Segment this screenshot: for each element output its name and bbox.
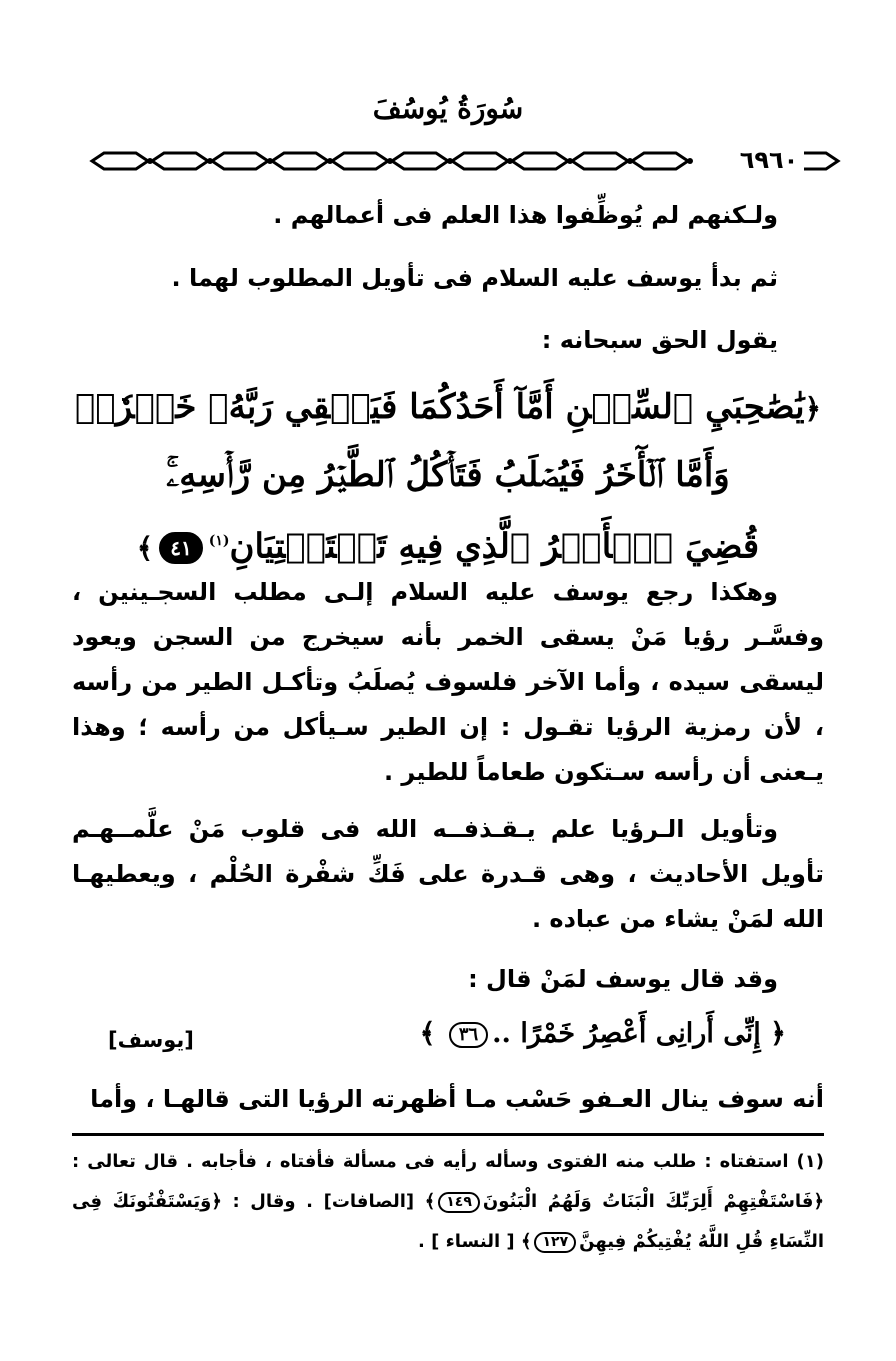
footnote-definition: (١) استفتاه : طلب منه الفتوى وسأله رأيه فى مسألة فأفتاه ، فأجابه . قال تعالى : [72, 1151, 824, 1172]
quoted-verse-text: إِنِّى أَرانِى أَعْصِرُ خَمْرًا .. [492, 1018, 761, 1049]
quoted-verse-reference: [يوسف] [108, 1028, 194, 1052]
quran-line-2 [72, 442, 824, 508]
footnote-divider [72, 1133, 824, 1136]
quran-line-3-text: قُضِيَ ٱلۡأَمۡرُ ٱلَّذِي فِيهِ تَسۡتَفۡتِيَانِ [229, 526, 760, 567]
quoted-verse-ayah-number: ٣٦ [449, 1022, 488, 1048]
quoted-verse-open: ﴿ [760, 1018, 786, 1049]
ayah-number-badge: ٤١ [159, 532, 202, 564]
paragraph-3-text: يقول الحق سبحانه : [541, 326, 778, 354]
footnote-reference-1: [الصافات] . وقال : [232, 1191, 415, 1212]
quran-line-1-text: يَٰصَٰحِبَيِ ٱلسِّجۡنِ أَمَّآ أَحَدُكُمَا فَيَسۡقِي رَبَّهُۥ خَمۡرٗاۖ [75, 387, 805, 427]
quran-line-1 [72, 374, 824, 442]
footnote-verse1-close: ﴾ [424, 1191, 436, 1212]
footnote-verse2-close: ﴾ [520, 1231, 532, 1252]
paragraph-2-text: ثم بدأ يوسف عليه السلام فى تأويل المطلوب لهما . [171, 264, 778, 292]
surah-title: سُورَةُ يُوسُفَ [372, 92, 524, 125]
footnote-verse-1-number: ١٤٩ [438, 1192, 480, 1213]
page-number: ٦٩٦٠ [734, 146, 804, 174]
paragraph-7 [72, 1077, 824, 1122]
paragraph-7-text: أنه سوف ينال العـفو حَسْب مـا أظهرته الرؤيا التى قالهـا ، وأما [90, 1085, 824, 1113]
paragraph-2 [72, 256, 824, 301]
paragraph-5 [72, 807, 824, 942]
quoted-verse [406, 1018, 786, 1049]
footnote-verse-2: وَيَسْتَفْتُونَكَ فِى النِّسَاءِ قُلِ اللَّهُ يُفْتِيكُمْ فِيهِنَّ [72, 1191, 824, 1252]
paragraph-3 [72, 318, 824, 363]
paragraph-6 [72, 957, 824, 1002]
footnote-verse1-open: ﴿ [813, 1191, 825, 1212]
footnote-marker: (١) [208, 533, 230, 549]
paragraph-1-text: ولـكنهم لم يُوظِّفوا هذا العلم فى أعمالهم . [273, 201, 778, 229]
paragraph-6-text: وقد قال يوسف لمَنْ قال : [468, 965, 778, 993]
footnote-reference-2: [ النساء ] . [418, 1231, 515, 1252]
paragraph-4 [72, 570, 824, 795]
ornamental-header-rule [82, 150, 846, 172]
quoted-verse-close: ﴾ [419, 1018, 445, 1049]
verse-close-ornament: ﴾ [136, 531, 154, 565]
quran-line-2-text: وَأَمَّا ٱلۡأٓخَرُ فَيُصۡلَبُ فَتَأۡكُلُ ٱلطَّيۡرُ مِن رَّأۡسِهِۦۚ [166, 455, 730, 495]
footnote-verse-2-number: ١٢٧ [534, 1232, 576, 1253]
paragraph-1 [72, 193, 824, 238]
verse-open-ornament: ﴿ [804, 392, 821, 425]
footnote-verse2-open: ﴿ [211, 1191, 222, 1212]
footnote-verse-1: فَاسْتَفْتِهِمْ أَلِرَبِّكَ الْبَنَاتُ وَلَهُمُ الْبَنُونَ [482, 1191, 814, 1212]
paragraph-4-text: وهكذا رجع يوسف عليه السلام إلـى مطلب السجـينين ، وفسَّـر رؤيا مَنْ يسقى الخمر بأنه سيخرج من السجن ويعود ليسقى سيده ، وأما الآخر فلسوف يُصلَبُ وتأكـل الطير من رأسه ، لأن رمزية الرؤيا تقـول : إن الطير سـيأكل من رأسه ؛ وهذا يـعنى أن رأسه سـتكون طعاماً للطير . [72, 578, 824, 786]
paragraph-5-text: وتأويل الـرؤيا علم يـقـذفــه الله فى قلوب مَنْ علَّمــهـم تأويل الأحاديث ، وهى قـدرة على فَكِّ شفْرة الحُلْم ، ويعطيهـا الله لمَنْ يشاء من عباده . [72, 815, 824, 933]
footnote [72, 1142, 824, 1262]
quran-verse-block [72, 374, 824, 581]
